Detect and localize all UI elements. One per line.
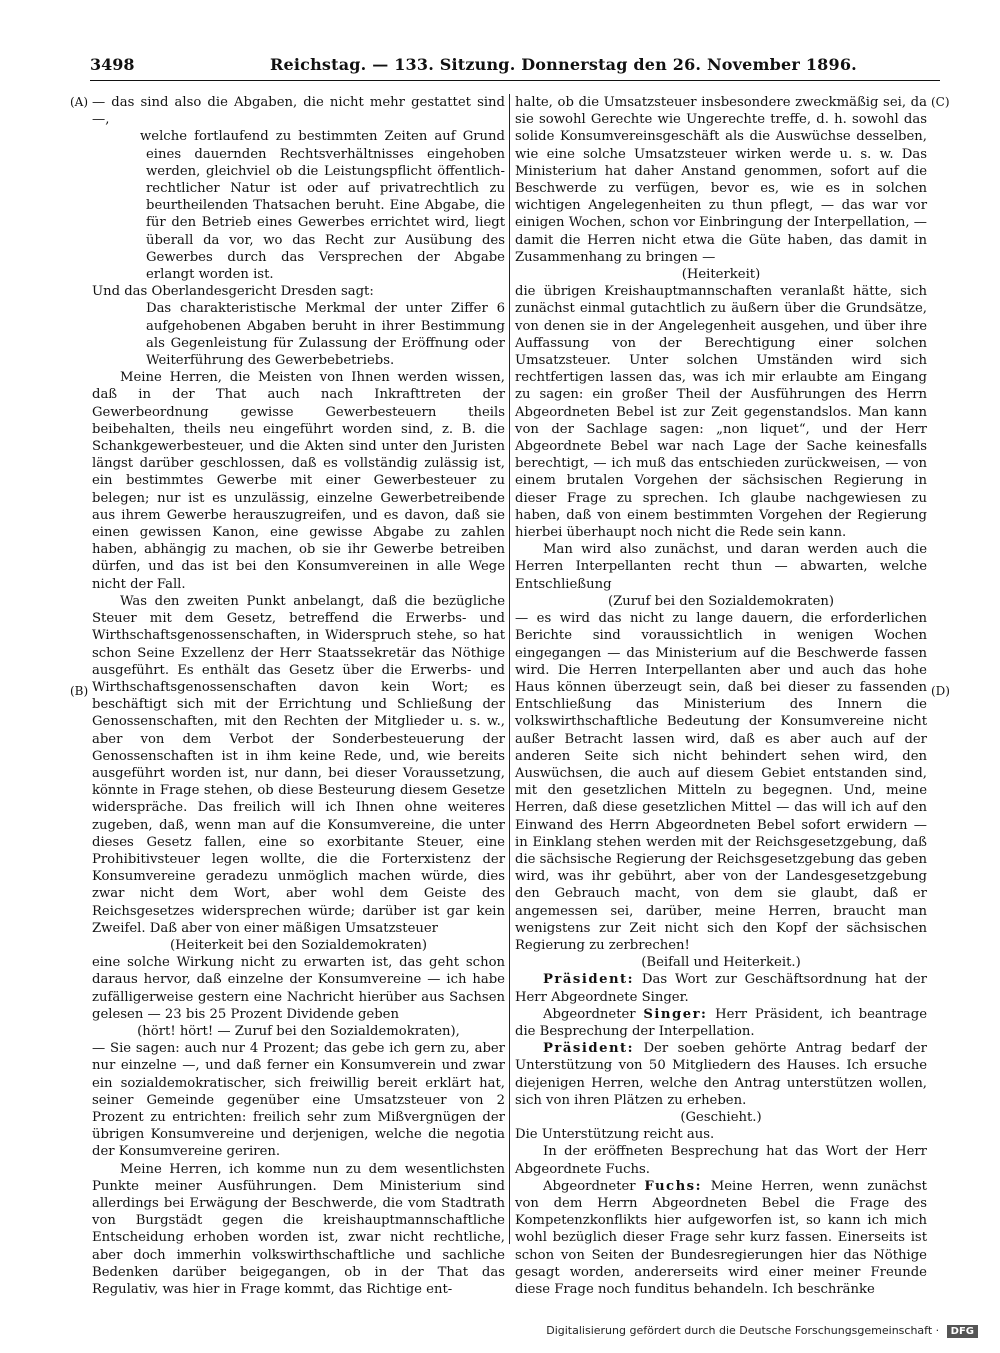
speech-text: Herr Präsident, ich beantrage die Besprechung der Interpellation. (515, 1006, 927, 1039)
speaker-name: Singer: (643, 1006, 708, 1022)
paragraph: — Sie sagen: auch nur 4 Prozent; das gebe ich gern zu, aber nur einzelne —, und daß ferner ein Konsumverein und zwar ein sozialdemokratischer, sich freiwillig bereit erklärt hat, seiner Gemeinde gegenüber eine Umsatzsteuer von 2 Prozent zu entrichten: freilich sehr zum Mißvergnügen der übrigen Konsumvereine und derjenigen, welche die negotia der Konsumvereine geriren. (92, 1041, 505, 1160)
interjection: (Heiterkeit bei den Sozialdemokraten) (170, 937, 427, 953)
interjection: (Zuruf bei den Sozialdemokraten) (607, 593, 835, 609)
interjection: (Heiterkeit) (681, 267, 761, 283)
paragraph: halte, ob die Umsatzsteuer insbesondere zweckmäßig sei, da sie sowohl Gerechte wie Ungerechte treffe, d. h. sowohl das solide Konsumvereinsgeschäft als die Auswüchse desselben, wie eine solche Umsatzsteuer wirken werde u. s. w. Das Ministerium hat daher Anstand genommen, sofort auf die Beschwerde zu verfügen, bevor es, wie es in solchen wichtigen Angelegenheiten zu thun pflegt, — das war vor einigen Wochen, schon vor Einbringung der Interpellation, — damit die Herren nicht etwa die Güte haben, das damit in Zusammenhang zu bringen — (515, 95, 927, 265)
paragraph: Und das Oberlandesgericht Dresden sagt: (92, 284, 374, 300)
footer-text: Digitalisierung gefördert durch die Deutsche Forschungsgemeinschaft · (546, 1324, 940, 1337)
paragraph: Was den zweiten Punkt anbelangt, daß die bezügliche Steuer mit dem Gesetz, betreffend die Erwerbs- und Wirthschaftsgenossenschaften, in Widerspruch stehe, so hat schon Seine Exzellenz der Herr Staatssekretär das Nöthige ausgeführt. Es enthält das Gesetz über die Erwerbs- und Wirthschaftsgenossenschaften davon kein Wort; es beschäftigt sich mit der Errichtung und Schließung der Genossenschaften, mit den Rechten der Mitglieder u. s. w., aber von dem Verbot der Sonderbesteuerung der Genossenschaften ist in ihm keine Rede, und, wie bereits ausgeführt worden ist, nur dann, bei dieser Voraussetzung, könnte in Frage stehen, ob diese Besteurung diesem Gesetze widerspräche. Das freilich will ich Ihnen ohne weiteres zugeben, daß, wenn man auf die Konsumvereine, die unter dieses Gesetz fallen, eine so exorbitante Steuer, eine Prohibitivsteuer legen wollte, die die Forterxistenz der Konsumvereine geradezu unmöglich machen würde, dies zwar nicht dem Wort, aber wohl dem Geiste des Reichsgesetzes widersprechen würde; darüber ist gar kein Zweifel. Daß aber von einer mäßigen Umsatzsteuer (92, 593, 505, 936)
interjection: (hört! hört! — Zuruf bei den Sozialdemokraten), (137, 1023, 460, 1039)
paragraph: Man wird also zunächst, und daran werden auch die Herren Interpellanten recht thun — abwarten, welche Entschließung (515, 542, 927, 592)
interjection: (Geschieht.) (680, 1109, 762, 1125)
paragraph: die übrigen Kreishauptmannschaften veranlaßt hätte, sich zunächst einmal gutachtlich zu äußern über die Grundsätze, von denen sie in der Angelegenheit ausgehen, und über ihre Auffassung von der Berechtigung einer solchen Umsatzsteuer. Unter solchen Umständen wird sich rechtfertigen lassen das, was ich mir erlaubte am Eingang zu sagen: ein großer Theil der Ausführungen des Herrn Abgeordneten Bebel ist zur Zeit gegenstandslos. Man kann von der Sachlage sagen: „non liquet“, und der Herr Abgeordnete Bebel war nach Lage der Sache keinesfalls berechtigt, — ich muß das entschieden zurückweisen, — von einem brutalen Vorgehen der sächsischen Regierung in dieser Frage zu sprechen. Ich glaube nachgewiesen zu haben, daß von einem bestimmten Vorgehen der Regierung hierbei überhaupt noch nicht die Rede sein kann. (515, 284, 927, 541)
speaker-name: Präsident: (543, 972, 635, 988)
speaker-paragraph (515, 971, 927, 1005)
speech-text: Das Wort zur Geschäftsordnung hat der Herr Abgeordnete Singer. (515, 972, 927, 1005)
speech-text: Der soeben gehörte Antrag bedarf der Unterstützung von 50 Mitgliedern des Hauses. Ich ersuche diejenigen Herren, welche den Antrag unterstützen wollen, sich von ihren Plätzen zu erheben. (515, 1041, 927, 1108)
right-column (515, 94, 927, 1298)
speaker-name: Fuchs: (644, 1178, 702, 1194)
paragraph: — das sind also die Abgaben, die nicht mehr gestattet sind —, (92, 95, 505, 128)
column-divider (509, 94, 510, 1244)
speaker-paragraph (515, 1178, 927, 1298)
speech-text: Meine Herren, wenn zunächst von dem Herrn Abgeordneten Bebel die Frage des Kompetenzkonflikts hier aufgeworfen ist, so kann ich mich wohl bezüglich dieser Frage sehr kurz fassen. Einerseits ist schon von Seiten der Bundesregierungen hier das Nöthige gesagt worden, andererseits wird einer meiner Freunde diese Frage noch funditus behandeln. Ich beschränke (515, 1178, 927, 1298)
paragraph: Meine Herren, die Meisten von Ihnen werden wissen, daß in der That auch nach Inkrafttreten der Gewerbeordnung gewisse Gewerbesteuern theils beibehalten, theils neu eingeführt worden sind, z. B. die Schankgewerbesteuer, und die Akten sind unter den Juristen längst darüber geschlossen, daß es vollständig zulässig ist, ein bestimmtes Gewerbe mit einer Gewerbesteuer zu belegen; nur ist es unzulässig, einzelne Gewerbetreibende aus ihrem Gewerbe herauszugreifen, und es davon, daß sie einen gewissen Kanon, eine gewisse Abgabe zu zahlen haben, abhängig zu machen, ob sie ihr Gewerbe betreiben dürfen, und das ist bei den Konsumvereinen in alle Wege nicht der Fall. (92, 370, 505, 592)
paragraph: In der eröffneten Besprechung hat das Wort der Herr Abgeordnete Fuchs. (515, 1144, 927, 1177)
page-number: 3498 (90, 55, 135, 74)
speaker-name: Präsident: (543, 1041, 635, 1057)
margin-marker-d: (D) (931, 684, 950, 698)
page-header (90, 54, 940, 81)
paragraph: Die Unterstützung reicht aus. (515, 1127, 715, 1143)
speaker-paragraph (515, 1006, 927, 1040)
margin-marker-b: (B) (70, 684, 89, 698)
speaker-paragraph (515, 1040, 927, 1109)
quote-paragraph: Das charakteristische Merkmal der unter Ziffer 6 aufgehobenen Abgaben beruht in ihrer Bestimmung als Gegenleistung für Zulassung der Eröffnung oder Weiterführung des Gewerbebetriebs. (146, 301, 505, 369)
margin-marker-c: (C) (931, 95, 950, 109)
interjection: (Beifall und Heiterkeit.) (641, 955, 801, 971)
margin-marker-a: (A) (70, 95, 89, 109)
quote-paragraph: welche fortlaufend zu bestimmten Zeiten auf Grund eines dauernden Rechtsverhältnisses eingehoben werden, gleichviel ob die Leistungspflicht öffentlich-rechtlicher Natur ist oder auf privatrechtlich zu beurtheilenden Thatsachen beruht. Eine Abgabe, die für den Betrieb eines Gewerbes errichtet wird, liegt überall da vor, wo das Recht zur Ausübung des Gewerbes durch das Versprechen der Abgabe erlangt worden ist. (140, 129, 505, 283)
speaker-role: Abgeordneter (543, 1006, 644, 1022)
paragraph: eine solche Wirkung nicht zu erwarten ist, das geht schon daraus hervor, daß einzelne der Konsumvereine — ich habe zufälligerweise gestern eine Nachricht hierüber aus Sachsen gelesen — 23 bis 25 Prozent Dividende geben (92, 955, 505, 1022)
dfg-logo: DFG (947, 1325, 978, 1338)
paragraph: — es wird das nicht zu lange dauern, die erforderlichen Berichte sind voraussichtlich in wenigen Wochen eingegangen — das Ministerium auf die Beschwerde fassen wird. Die Herren Interpellanten aber und auch das hohe Haus können überzeugt sein, daß bei dieser zu fassenden Entschließung das Ministerium des Innern die volkswirthschaftliche Bedeutung der Konsumvereine nicht außer Betracht lassen wird, daß es aber auch auf der anderen Seite sich nicht behindert sehen wird, den Auswüchsen, die auch auf diesem Gebiet entstanden sind, mit den gesetzlichen Mitteln zu begegnen. Und, meine Herren, daß diese gesetzlichen Mittel — das will ich auf den Einwand des Herrn Abgeordneten Bebel sofort erwidern — in Einklang stehen werden mit der Reichsgesetzgebung, daß die sächsische Regierung der Reichsgesetzgebung das geben wird, was ihr gebührt, aber von der Landesgesetzgebung den Gebrauch macht, von dem sie glaubt, daß er angemessen sei, darüber, meine Herren, braucht man wenigstens zur Zeit nicht sich den Kopf der sächsischen Regierung zu zerbrechen! (515, 611, 927, 953)
running-head: Reichstag. — 133. Sitzung. Donnerstag den 26. November 1896. (270, 55, 857, 74)
paragraph: Meine Herren, ich komme nun zu dem wesentlichsten Punkte meiner Ausführungen. Dem Ministerium sind allerdings bei Erwägung der Beschwerde, die vom Stadtrath von Burgstädt gegen die kreishauptmannschaftliche Entscheidung erhoben worden ist, zwar nicht rechtliche, aber doch immerhin volkswirthschaftliche und sachliche Bedenken darüber beigegangen, ob in der That das Regulativ, was hier in Frage kommt, das Richtige ent- (92, 1161, 505, 1298)
digitization-footer (546, 1324, 978, 1338)
speaker-role: Abgeordneter (543, 1178, 645, 1194)
left-column (92, 94, 505, 1298)
